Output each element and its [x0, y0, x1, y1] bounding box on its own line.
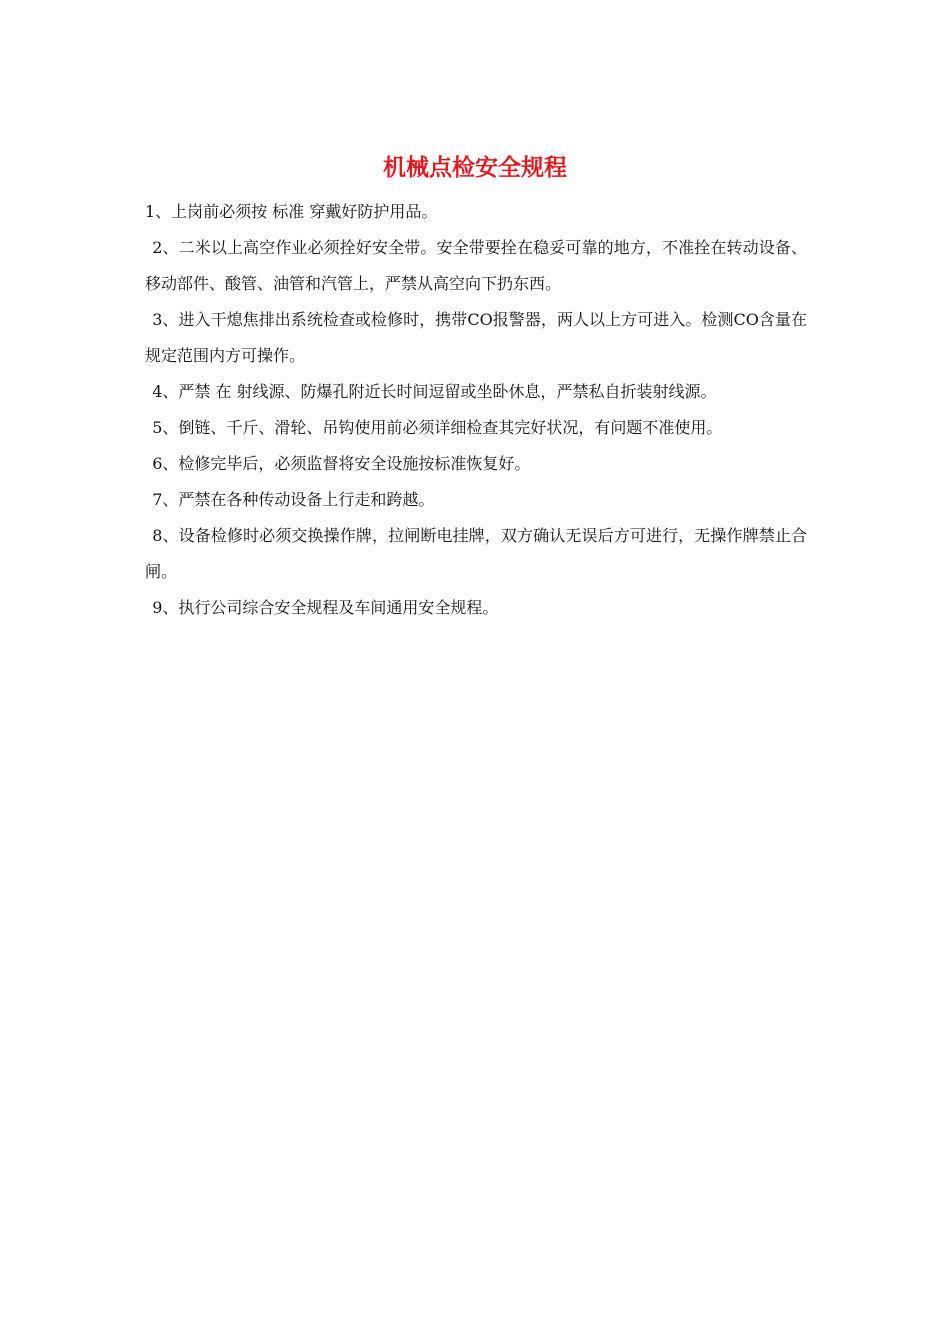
document-title: 机械点检安全规程 — [383, 154, 567, 181]
rule-item-5: 5、倒链、千斤、滑轮、吊钩使用前必须详细检查其完好状况，有问题不准使用。 — [152, 418, 723, 437]
rule-item-8: 8、设备检修时必须交换操作牌，拉闸断电挂牌，双方确认无误后方可进行，无操作牌禁止合闸。 — [145, 526, 807, 581]
rule-item-9: 9、执行公司综合安全规程及车间通用安全规程。 — [152, 598, 499, 617]
rule-item-2: 2、二米以上高空作业必须拴好安全带。安全带要拴在稳妥可靠的地方，不准拴在转动设备、移动部件、酸管、油管和汽管上，严禁从高空向下扔东西。 — [145, 238, 807, 293]
rule-item-6: 6、检修完毕后，必须监督将安全设施按标准恢复好。 — [152, 454, 531, 473]
rule-item-3: 3、进入干熄焦排出系统检查或检修时，携带CO报警器，两人以上方可进入。检测CO含量在规定范围内方可操作。 — [145, 310, 807, 365]
rule-item-7: 7、严禁在各种传动设备上行走和跨越。 — [152, 490, 435, 509]
rule-item-4: 4、严禁 在 射线源、防爆孔附近长时间逗留或坐卧休息，严禁私自折装射线源。 — [152, 382, 717, 401]
document-body — [145, 194, 807, 626]
rule-item-1: 1、上岗前必须按 标准 穿戴好防护用品。 — [145, 202, 438, 221]
